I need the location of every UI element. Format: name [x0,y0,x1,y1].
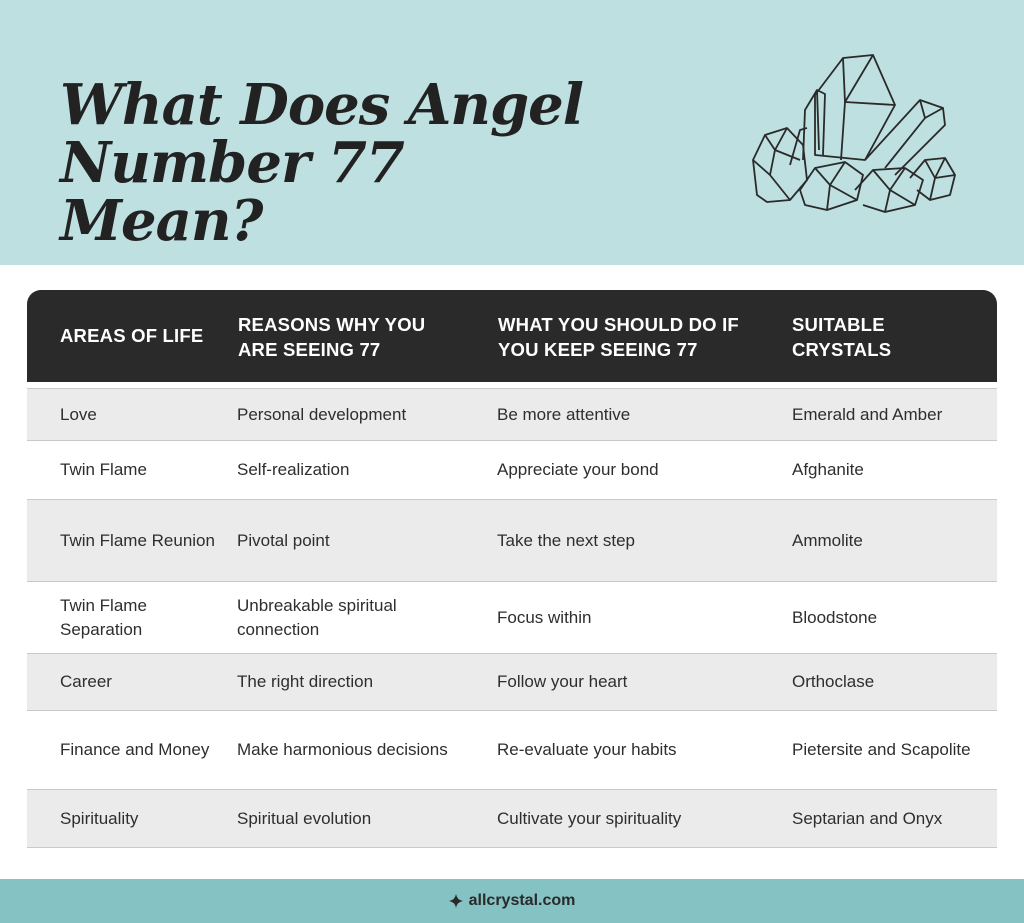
cell-action: Cultivate your spirituality [497,808,682,828]
cell-action: Appreciate your bond [497,460,659,479]
cell-crystal: Emerald and Amber [792,404,943,424]
cell-action: Be more attentive [497,404,631,424]
cell-crystal: Pietersite and Scapolite [792,740,971,759]
column-header-areas: AREAS OF LIFE [60,325,204,346]
cell-action: Take the next step [497,530,635,550]
hero-banner [0,0,1024,265]
cell-area: Career [60,672,112,691]
site-link[interactable]: allcrystal.com [468,892,576,909]
cell-reason: Self-realization [237,460,350,479]
column-header-crystals: SUITABLE CRYSTALS [792,314,892,360]
cell-action: Focus within [497,607,592,627]
title-line-2: Number 77 Mean? [60,130,404,254]
cell-area: Twin Flame [60,460,147,479]
cell-action: Follow your heart [497,672,628,691]
page-title [60,72,620,254]
cell-area: Love [60,404,97,424]
table-row [27,388,997,441]
cell-area: Twin Flame Separation [60,595,147,639]
footer-bar [0,879,1024,923]
table-row [27,582,997,654]
cell-crystal: Bloodstone [792,607,878,627]
cell-reason: Make harmonious decisions [237,740,448,759]
meaning-table [27,290,997,848]
table-row [27,790,997,848]
cell-crystal: Ammolite [792,530,863,550]
cell-reason: Pivotal point [237,530,330,550]
sparkle-star-icon [449,894,463,908]
crystal-cluster-icon [745,50,960,215]
table-row [27,654,997,711]
cell-action: Re-evaluate your habits [497,740,677,759]
cell-crystal: Septarian and Onyx [792,808,943,828]
cell-reason: Unbreakable spiritual connection [237,595,397,639]
table-row [27,500,997,582]
title-line-1: What Does Angel [60,72,584,138]
cell-crystal: Orthoclase [792,672,875,691]
cell-reason: Spiritual evolution [237,808,372,828]
cell-area: Spirituality [60,808,139,828]
table-row [27,711,997,790]
cell-area: Finance and Money [60,740,210,759]
column-header-actions: WHAT YOU SHOULD DO IF YOU KEEP SEEING 77 [498,314,739,360]
cell-area: Twin Flame Reunion [60,530,215,550]
cell-reason: The right direction [237,672,374,691]
table-header [27,290,997,382]
cell-reason: Personal development [237,404,407,424]
cell-crystal: Afghanite [792,460,864,479]
table-row [27,441,997,500]
column-header-reasons: REASONS WHY YOU ARE SEEING 77 [238,314,426,360]
